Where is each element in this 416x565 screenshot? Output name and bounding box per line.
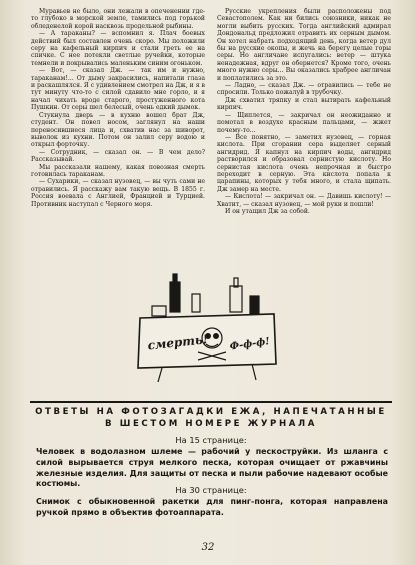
left-column-paragraph: Муравьев не было, они лежали в опеченении где-то глубоко в морской земле, тамились под горькой обледенелой корой насквозь продельной рыбины. xyxy=(31,8,205,30)
answer-heading-page15: На 15 странице: xyxy=(175,435,247,445)
answer-text-page30: Снимок с обыкновенной ракетки для пинг-понга, которая направлена ручкой прямо в объектив фотоаппарата. xyxy=(36,497,388,517)
answers-top-rule xyxy=(30,401,392,403)
right-text-column xyxy=(217,8,391,268)
right-column-paragraph: И он утащил Дж за собой. xyxy=(225,207,310,215)
skull-bottles-illustration xyxy=(132,272,282,384)
right-column-paragraph: — Все понятно, — заметил нузовец, — горная кислота. При сгорании сера выделяет серный ангидрид. Я капнул на кирпич воды, ангидрид растворился и образовал сернистую кислоту. Но сернистая кислота очень непрочная и быстро переходит в серную. Эта кислота попала к царапины, которых у тебя много, и стала щипать. Дж замер на месте. xyxy=(217,133,391,193)
answer-heading-page30: На 30 странице: xyxy=(175,485,247,495)
answer-text-page15: Человек в водолазном шлеме — рабочий у пескоструйки. Из шланга с силой вырывается струя мелкого песка, которая очищает от ржавчины железные изделия. Для защиты от песка и пыли рабочие надевают особые костюмы. xyxy=(36,447,388,489)
right-column-paragraph: Дж схватил тряпку и стал вытирать кафельный кирпич. xyxy=(217,96,391,112)
left-column-paragraph: Мы рассказали нашему, какая повозная смерть готовилась тараканам. xyxy=(31,163,205,178)
story-columns xyxy=(31,8,391,268)
right-column-paragraph: — Щиплется, — закричал он неожиданно и помотал в воздухе красным пальцами, — жжет почему-то... xyxy=(217,111,391,134)
left-column-paragraph: — Сотрудник, — сказал он. — В чем дело? Рассказывай. xyxy=(31,148,205,164)
left-text-column xyxy=(31,8,205,268)
answers-title-line2: В ШЕСТОМ НОМЕРЕ ЖУРНАЛА xyxy=(104,418,317,429)
sign-text-death: смерть! xyxy=(146,332,209,353)
right-column-paragraph: — Кислота! — закричал он. — Давишь кислоту! — Хватит, — сказал нузовец, — мой руки и пошли! xyxy=(217,193,391,208)
right-column-paragraph: Русские укрепления были расположены под Севастополем. Как ни бились союзники, никак не могли выбить русских. Тогда английский адмирал Дондональд предложил отравить их серным дымом. Он хотел набрать подходящий день, когда ветер дул бы на русские окопы, и жечь на берегу целые горы серы. Но англичане испугались: ветер — штука ненадежная, вдруг он обернется? Кроме того, очень много нужно серы... Вы оказались храбрее англичан и поплатились за это. xyxy=(217,8,391,82)
answers-title xyxy=(30,407,392,430)
left-column-paragraph: — А тараканы? — вспомнил я. Плач боевых действий был составлен очень скоро. Мы положили серу на кафельный кирпич и стали греть ее на спичке. С нее потекли светлые ручейки, которые темнели и покрывались маленьким синим огоньком. xyxy=(31,30,205,67)
left-column-paragraph: Стукнула дверь — в кухню вошел брат Дж, студент. Он повел носом, заглянул на наши переносившиеся лица и, схватив нас за шиворот, выволок из кухни. Потом он залил серу водою и открыл форточку. xyxy=(31,111,205,149)
sign-text-secondary: Ф-ф-ф! xyxy=(229,336,271,353)
page-number: 32 xyxy=(201,542,215,553)
answers-title-line1: ОТВЕТЫ НА ФОТОЗАГАДКИ ЕЖА, НАПЕЧАТАННЫЕ xyxy=(35,407,387,417)
left-column-paragraph: — Вот, — сказал Дж. — так им и нужно, тараканам!... От дыму закрасились, напитали глаза и раскашлялся. Я с удивлением смотрел на Дж, и я в тут минуту что-то с силой сдавило мне горло, и я начал чихать вроде старого, простуженного кота Пушкин. От серы шел белесый, очень едкий дымок. xyxy=(31,67,205,112)
left-column-paragraph: — Сухарики, — сказал нузовец, — вы чуть сами не отравились. Я расскажу вам такую вещь. В 1855 г. Россия воевала с Англией, Францией и Турцией. Противник наступал с Черного моря. xyxy=(31,178,205,208)
right-column-paragraph: — Ладно, — сказал Дж. — отравились — тебе не спросили. Только пожалуй в трубочку. xyxy=(217,82,391,97)
